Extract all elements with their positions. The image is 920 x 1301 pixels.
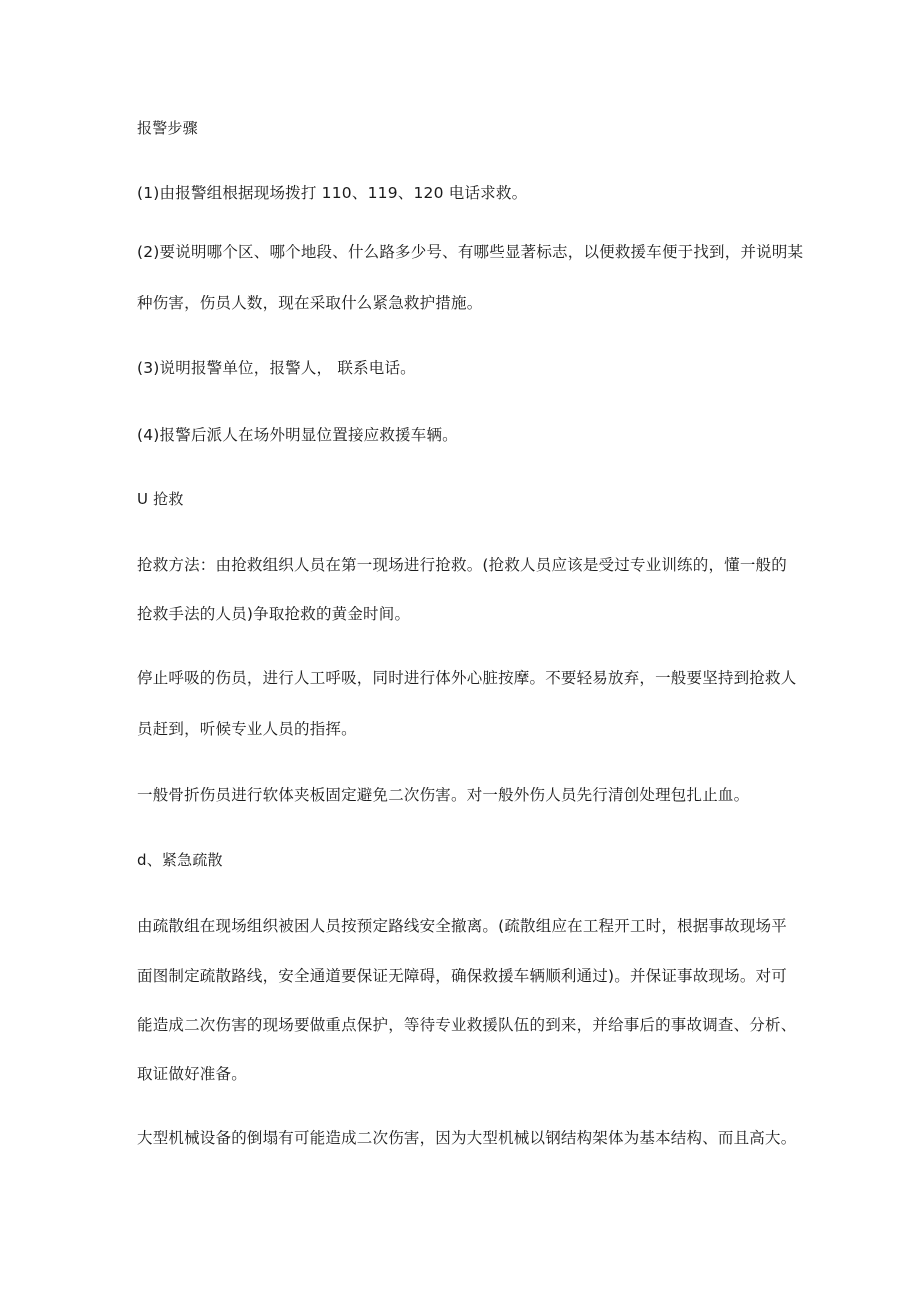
section-heading-alarm-steps: 报警步骤: [137, 119, 198, 137]
paragraph-line: 停止呼吸的伤员，进行人工呼吸，同时进行体外心脏按摩。不要轻易放弃，一般要坚持到抢救人: [137, 669, 797, 687]
paragraph-line: (1)由报警组根据现场拨打 110、119、120 电话求救。: [137, 184, 528, 202]
paragraph-line: 能造成二次伤害的现场要做重点保护，等待专业救援队伍的到来，并给事后的事故调查、分析、: [137, 1016, 797, 1034]
paragraph-line: 员赶到，听候专业人员的指挥。: [137, 720, 357, 738]
paragraph-line: (2)要说明哪个区、哪个地段、什么路多少号、有哪些显著标志，以便救援车便于找到，并说明某: [137, 243, 804, 261]
paragraph-line: 抢救手法的人员)争取抢救的黄金时间。: [137, 605, 411, 623]
paragraph-line: 大型机械设备的倒塌有可能造成二次伤害，因为大型机械以钢结构架体为基本结构、而且高大。: [137, 1129, 797, 1147]
paragraph-line: 取证做好准备。: [137, 1065, 247, 1083]
paragraph-line: 面图制定疏散路线，安全通道要保证无障碍，确保救援车辆顺利通过)。并保证事故现场。对可: [137, 967, 787, 985]
paragraph-line: 一般骨折伤员进行软体夹板固定避免二次伤害。对一般外伤人员先行清创处理包扎止血。: [137, 786, 750, 804]
paragraph-line: (3)说明报警单位，报警人， 联系电话。: [137, 359, 416, 377]
paragraph-line: 种伤害，伤员人数，现在采取什么紧急救护措施。: [137, 294, 483, 312]
section-heading-rescue: U 抢救: [137, 490, 184, 508]
paragraph-line: 由疏散组在现场组织被困人员按预定路线安全撤离。(疏散组应在工程开工时，根据事故现场平: [137, 917, 787, 935]
paragraph-line: (4)报警后派人在场外明显位置接应救援车辆。: [137, 426, 458, 444]
paragraph-line: 抢救方法：由抢救组织人员在第一现场进行抢救。(抢救人员应该是受过专业训练的，懂一般的: [137, 556, 787, 574]
section-heading-evacuation: d、紧急疏散: [137, 851, 223, 869]
